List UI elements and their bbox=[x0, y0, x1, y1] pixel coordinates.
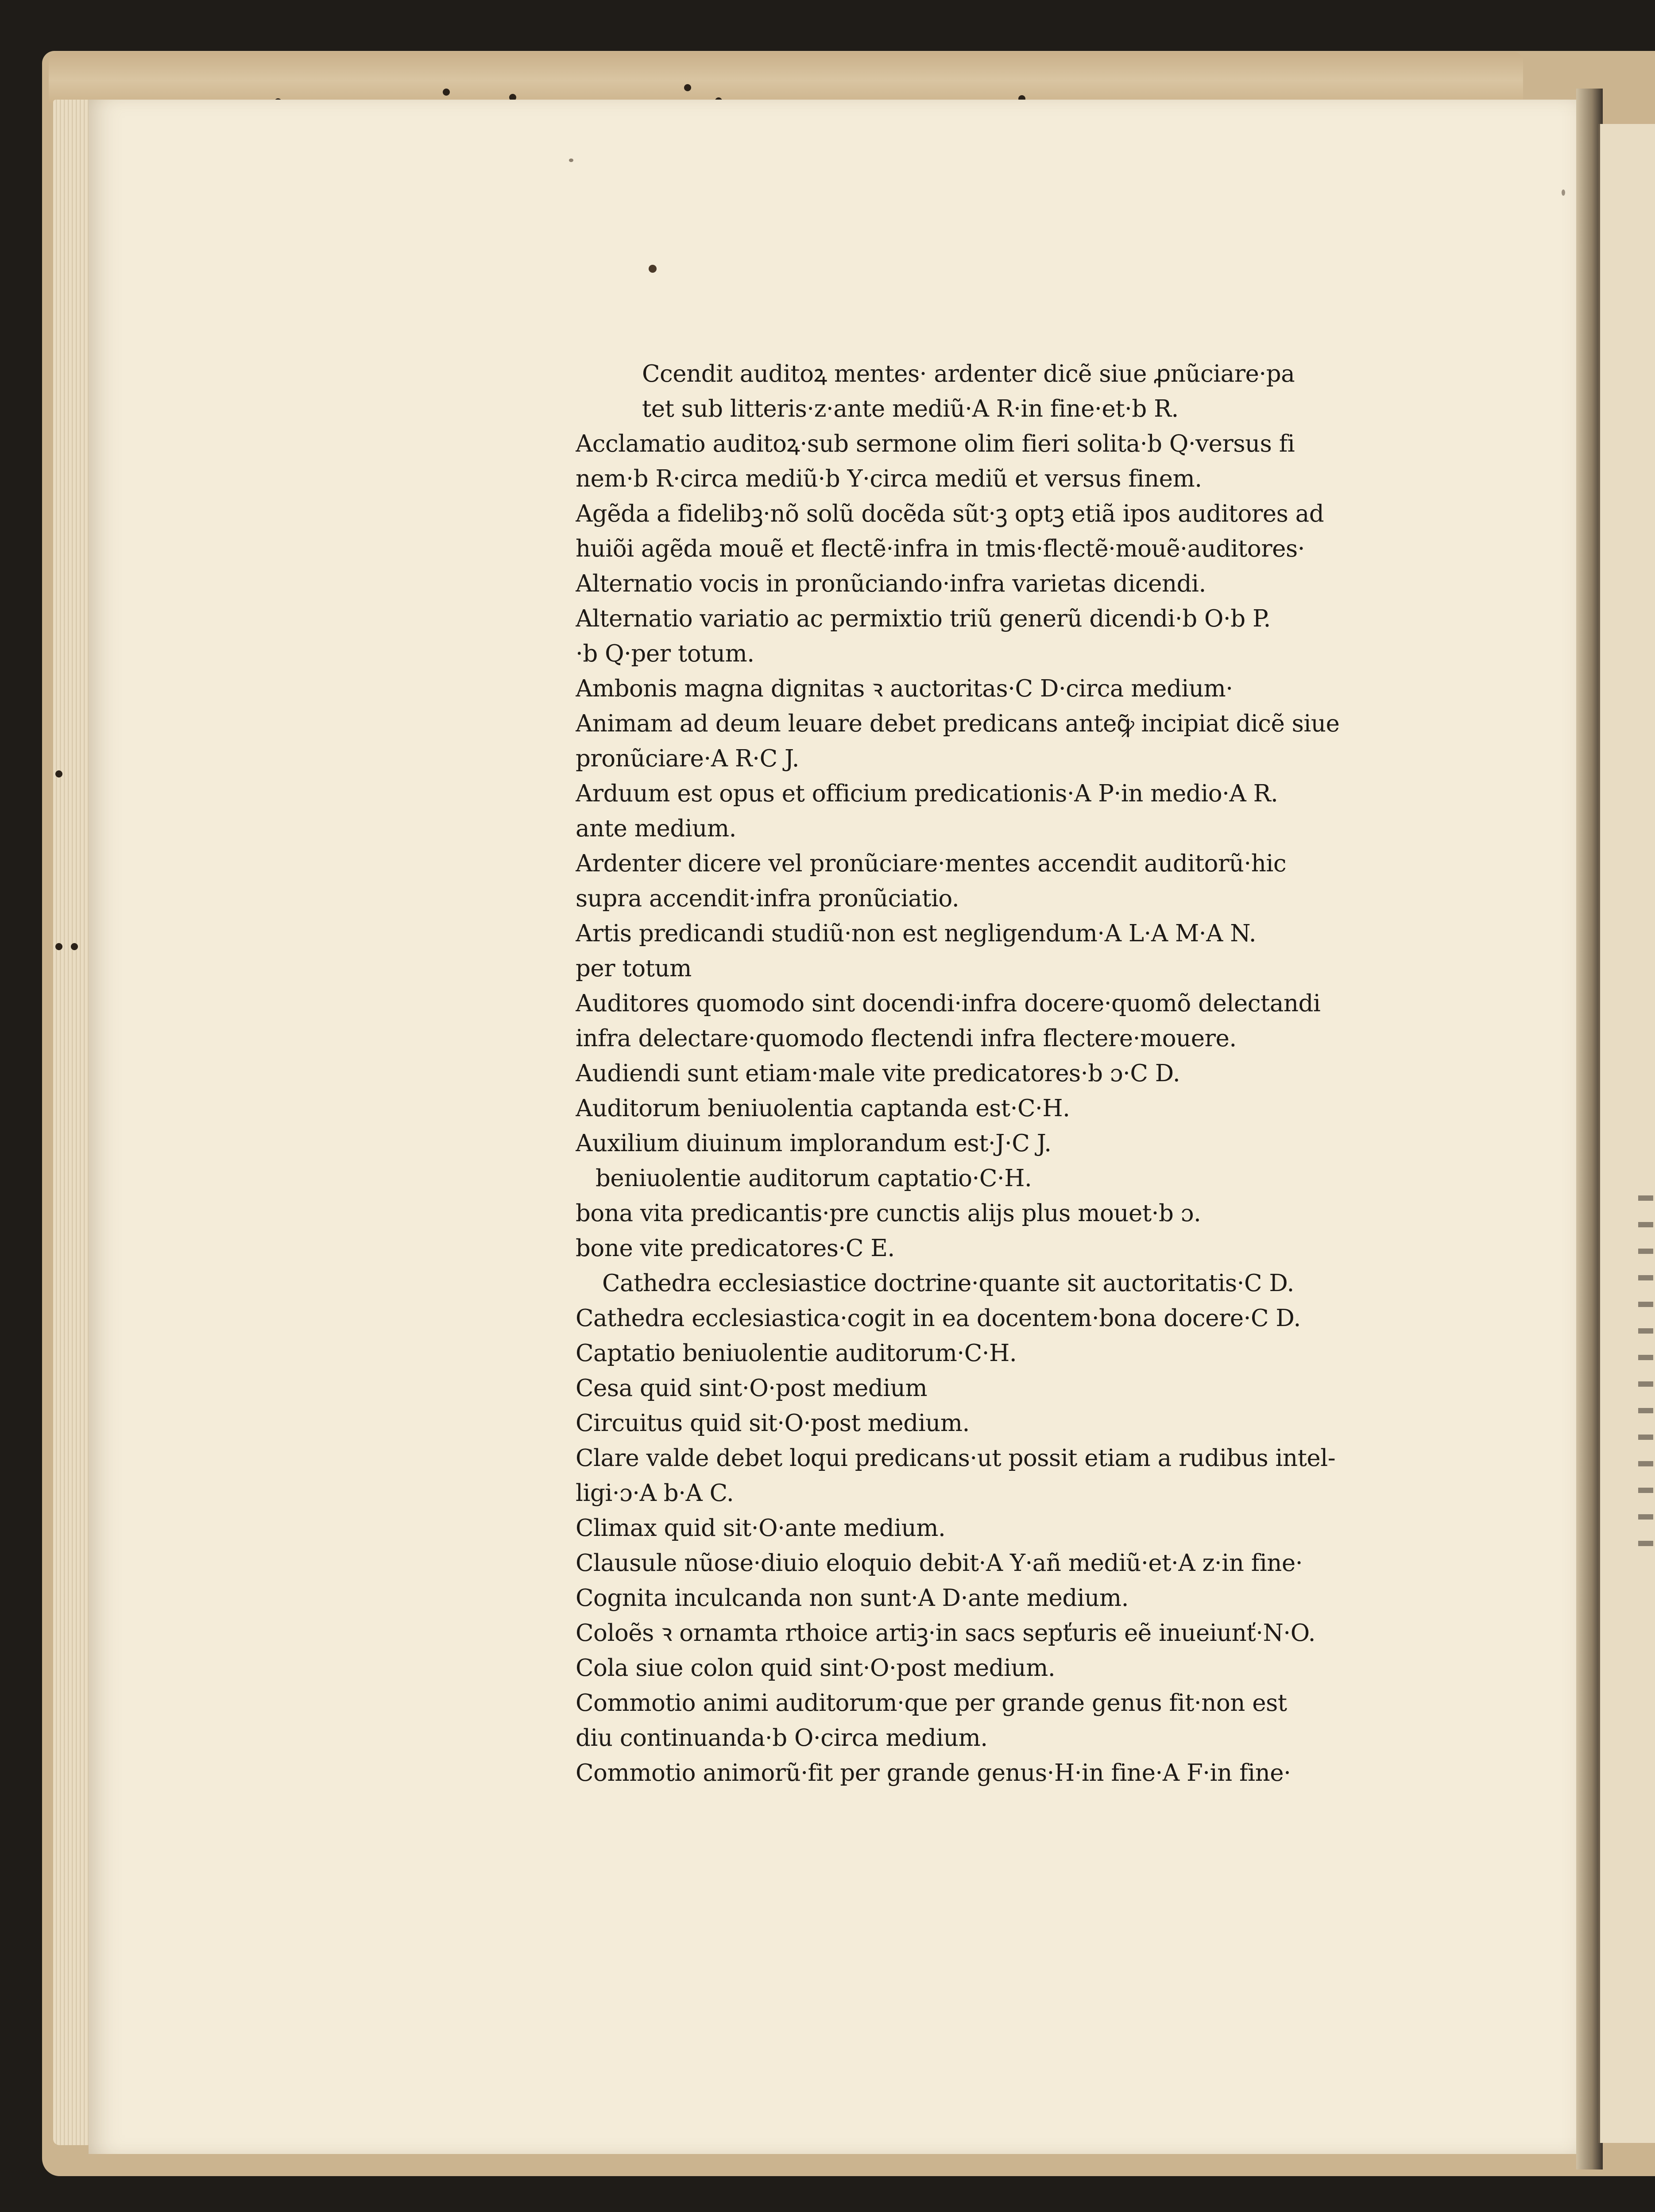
text-line: Cathedra ecclesiastice doctrine·quante sit auctoritatis·C D. bbox=[602, 1270, 1294, 1297]
text-line: Clausule nũose·diuio eloquio debit·A Y·añ mediũ·et·A z·in fine· bbox=[576, 1550, 1303, 1577]
text-line: Cathedra ecclesiastica·cogit in ea docentem·bona docere·C D. bbox=[576, 1305, 1301, 1332]
text-line: tet sub litteris·z·ante mediũ·A R·in fine·et·b R. bbox=[642, 395, 1179, 422]
text-line: Animam ad deum leuare debet predicans anteꝙ̃ incipiat dicẽ siue bbox=[576, 710, 1340, 737]
text-line: ante medium. bbox=[576, 815, 736, 842]
index-text-block bbox=[576, 356, 1386, 1790]
text-line: beniuolentie auditorum captatio·C·H. bbox=[595, 1165, 1032, 1192]
ink-speck bbox=[649, 265, 657, 273]
text-line: Audiendi sunt etiam·male vite predicatores·b ɔ·C D. bbox=[576, 1060, 1180, 1087]
text-line: Acclamatio auditoꝝ·sub sermone olim fieri solita·b Q·versus fi bbox=[576, 430, 1295, 457]
wormhole bbox=[55, 770, 62, 777]
text-line: Cesa quid sint·O·post medium bbox=[576, 1375, 928, 1402]
text-line: Cognita inculcanda non sunt·A D·ante medium. bbox=[576, 1585, 1129, 1612]
wormhole bbox=[684, 84, 691, 91]
text-line: bone vite predicatores·C E. bbox=[576, 1235, 895, 1262]
text-line: per totum bbox=[576, 955, 692, 982]
text-line: diu continuanda·b O·circa medium. bbox=[576, 1725, 988, 1752]
ink-speck bbox=[569, 159, 573, 162]
text-line: Cola siue colon quid sint·O·post medium. bbox=[576, 1655, 1056, 1682]
text-line: Circuitus quid sit·O·post medium. bbox=[576, 1410, 970, 1437]
text-line: infra delectare·quomodo flectendi infra flectere·mouere. bbox=[576, 1025, 1237, 1052]
text-line: Captatio beniuolentie auditorum·C·H. bbox=[576, 1340, 1017, 1367]
text-line: Ccendit auditoꝝ mentes· ardenter dicẽ siue ꝓnũciare·pa bbox=[642, 360, 1295, 387]
wormhole bbox=[71, 943, 78, 950]
wormhole bbox=[443, 89, 450, 96]
text-line: Auditores quomodo sint docendi·infra docere·quomõ delectandi bbox=[576, 990, 1321, 1017]
text-line: Commotio animorũ·fit per grande genus·H·in fine·A F·in fine· bbox=[576, 1760, 1291, 1787]
text-line: Auxilium diuinum implorandum est·J·C J. bbox=[576, 1130, 1052, 1157]
page-top-edge bbox=[49, 52, 1523, 103]
text-line: Coloẽs ꝛ ornamta rthoice artiꝫ·in sacs sepťuris eẽ inueiunť·N·O. bbox=[576, 1620, 1315, 1647]
text-line: bona vita predicantis·pre cunctis alijs plus mouet·b ɔ. bbox=[576, 1200, 1201, 1227]
ink-speck bbox=[1562, 189, 1565, 196]
text-line: Alternatio vocis in pronũciando·infra varietas dicendi. bbox=[576, 570, 1206, 597]
text-line: Ambonis magna dignitas ꝛ auctoritas·C D·circa medium· bbox=[576, 675, 1233, 702]
facing-page-text-fragments bbox=[1638, 1195, 1653, 1550]
wormhole bbox=[55, 943, 62, 950]
text-line: ligi·ɔ·A b·A C. bbox=[576, 1480, 734, 1507]
text-line: huiõi agẽda mouẽ et flectẽ·infra in tmis·flectẽ·mouẽ·auditores· bbox=[576, 535, 1305, 562]
facing-page-edge bbox=[1598, 124, 1655, 2143]
text-line: Ardenter dicere vel pronũciare·mentes accendit auditorũ·hic bbox=[576, 850, 1287, 877]
text-line: Agẽda a fidelibꝫ·nõ solũ docẽda sũt·ꝫ optꝫ etiã ipos auditores ad bbox=[576, 500, 1324, 527]
text-line: Arduum est opus et officium predicationis·A P·in medio·A R. bbox=[576, 780, 1278, 807]
text-line: nem·b R·circa mediũ·b Y·circa mediũ et versus finem. bbox=[576, 465, 1202, 492]
text-line: supra accendit·infra pronũciatio. bbox=[576, 885, 959, 912]
text-line: Climax quid sit·O·ante medium. bbox=[576, 1515, 946, 1542]
text-line: Artis predicandi studiũ·non est negligendum·A L·A M·A N. bbox=[576, 920, 1257, 947]
text-line: Commotio animi auditorum·que per grande genus fit·non est bbox=[576, 1690, 1287, 1717]
text-line: Alternatio variatio ac permixtio triũ generũ dicendi·b O·b P. bbox=[576, 605, 1271, 632]
text-line: Clare valde debet loqui predicans·ut possit etiam a rudibus intel- bbox=[576, 1445, 1336, 1472]
text-line: ·b Q·per totum. bbox=[576, 640, 754, 667]
text-line: pronũciare·A R·C J. bbox=[576, 745, 799, 772]
text-line: Auditorum beniuolentia captanda est·C·H. bbox=[576, 1095, 1070, 1122]
